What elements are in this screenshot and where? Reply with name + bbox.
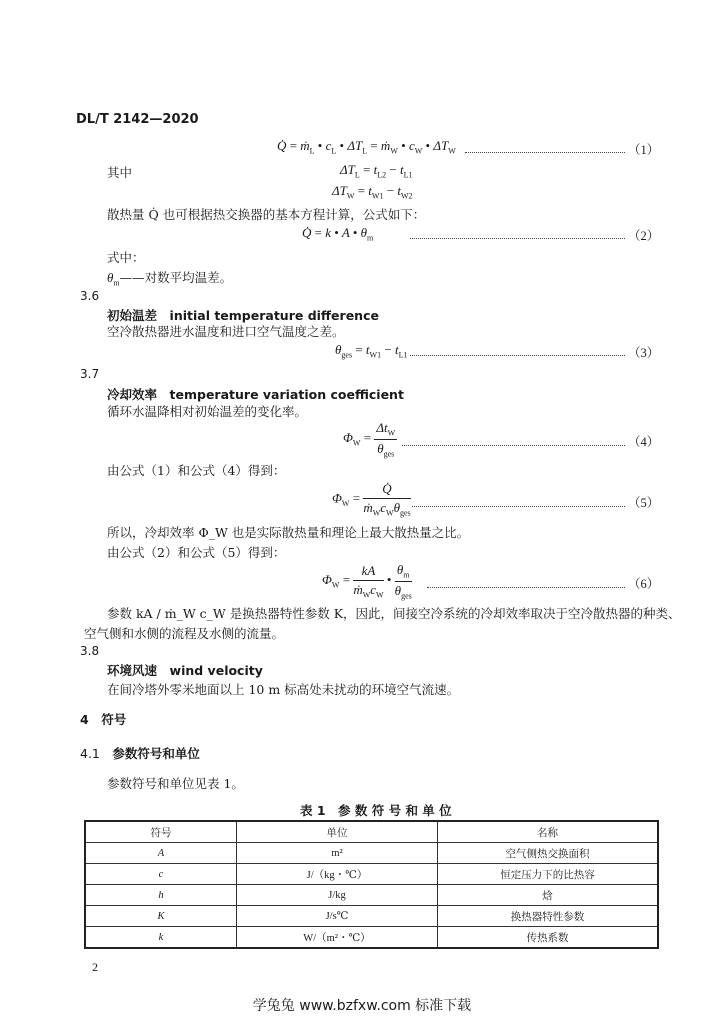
equation-4: $\Phi_W$ = $\frac{\Delta t_W}{\theta_{ges}}$	[343, 420, 396, 459]
column-header: 名称	[438, 821, 659, 843]
unit-cell: J/s℃	[237, 906, 438, 927]
name-cell: 恒定压力下的比热容	[438, 864, 659, 885]
section-number: 3.8	[80, 644, 100, 658]
unit-cell: J/（kg・℃）	[237, 864, 438, 885]
subsection-heading: 4.1 参数符号和单位	[80, 746, 200, 761]
parameter-table	[84, 820, 659, 949]
param-line-2: 空气侧和水侧的流程及水侧的流量。	[84, 626, 285, 641]
section-desc: 在间冷塔外零米地面以上 10 m 标高处未扰动的环境空气流速。	[107, 682, 460, 697]
table-row	[85, 885, 658, 906]
qi-zhong-label: 其中	[107, 165, 133, 180]
column-header: 单位	[237, 821, 438, 843]
heat-text: 散热量 Q̇ 也可根据热交换器的基本方程计算，公式如下：	[107, 207, 426, 222]
symbol-cell: A	[85, 843, 237, 864]
section-title: 初始温差 initial temperature difference	[107, 308, 379, 323]
symbol-cell: k	[85, 927, 237, 949]
eq6-number: （6）	[628, 577, 660, 591]
section-number: 3.6	[80, 289, 100, 303]
table-header-row	[85, 821, 658, 843]
table-row	[85, 864, 658, 885]
where-label: 式中：	[107, 250, 145, 265]
leader-dots	[410, 238, 625, 239]
section-desc: 循环水温降相对初始温差的变化率。	[107, 404, 308, 419]
from-eq2-eq5: 由公式（2）和公式（5）得到：	[107, 545, 286, 560]
name-cell: 焓	[438, 885, 659, 906]
equation-2: Q̇ = k • A • $\theta_m$	[302, 225, 374, 243]
equation-delta-tw: $\Delta T_W = t_{W1} - t_{W2}$	[332, 183, 413, 201]
subsection-desc: 参数符号和单位见表 1。	[107, 776, 244, 791]
column-header: 符号	[85, 821, 237, 843]
chapter-heading: 4 符号	[80, 712, 127, 727]
table-row	[85, 906, 658, 927]
section-title: 环境风速 wind velocity	[107, 663, 263, 678]
section-desc: 空冷散热器进水温度和进口空气温度之差。	[107, 324, 345, 339]
name-cell: 传热系数	[438, 927, 659, 949]
param-line-1: 参数 kA / ṁ_W c_W 是换热器特性参数 K，因此，间接空冷系统的冷却效率取决于空冷散热器的种类、	[107, 606, 681, 621]
leader-dots	[410, 355, 625, 356]
from-eq1-eq4: 由公式（1）和公式（4）得到：	[107, 463, 286, 478]
leader-dots	[427, 587, 625, 588]
unit-cell: m²	[237, 843, 438, 864]
unit-cell: J/kg	[237, 885, 438, 906]
leader-dots	[465, 152, 625, 153]
eq5-number: （5）	[628, 496, 660, 510]
table-caption: 表 1 参 数 符 号 和 单 位	[300, 803, 452, 818]
table-row	[85, 927, 658, 949]
leader-dots	[402, 445, 625, 446]
eq4-number: （4）	[628, 435, 660, 449]
eq2-number: （2）	[628, 229, 660, 243]
unit-cell: W/（m²・℃）	[237, 927, 438, 949]
section-number: 3.7	[80, 367, 100, 381]
symbol-cell: c	[85, 864, 237, 885]
page-number: 2	[92, 960, 98, 974]
symbol-cell: K	[85, 906, 237, 927]
name-cell: 换热器特性参数	[438, 906, 659, 927]
equation-delta-tl: $\Delta T_L = t_{L2} - t_{L1}$	[340, 162, 413, 180]
table-row	[85, 843, 658, 864]
doc-id: DL/T 2142—2020	[76, 112, 199, 127]
watermark: 学兔兔 www.bzfxw.com 标准下载	[252, 998, 472, 1014]
equation-6: $\Phi_W$ = $\frac{kA}{ṁ_Wc_W}$ • $\frac{\theta_m}{\theta_{ges}}$	[322, 562, 412, 601]
equation-1: Q̇ = ṁ$_L$ • $c_L$ • $\Delta T_L$ = ṁ$_W$ • $c_W$ • $\Delta T_W$	[277, 138, 456, 156]
symbol-cell: h	[85, 885, 237, 906]
theta-def: $\theta_m——$对数平均温差。	[107, 270, 233, 288]
equation-3: $\theta_{ges} = t_{W1} - t_{L1}$	[335, 342, 408, 360]
equation-5: $\Phi_W$ = $\frac{Q̇}{ṁ_Wc_W\theta_{ges}}$	[332, 481, 411, 518]
leader-dots	[412, 506, 625, 507]
section-title: 冷却效率 temperature variation coefficient	[107, 387, 404, 402]
name-cell: 空气侧热交换面积	[438, 843, 659, 864]
so-text: 所以，冷却效率 Φ_W 也是实际散热量和理论上最大散热量之比。	[107, 525, 470, 540]
eq3-number: （3）	[628, 346, 660, 360]
eq1-number: （1）	[628, 143, 660, 157]
